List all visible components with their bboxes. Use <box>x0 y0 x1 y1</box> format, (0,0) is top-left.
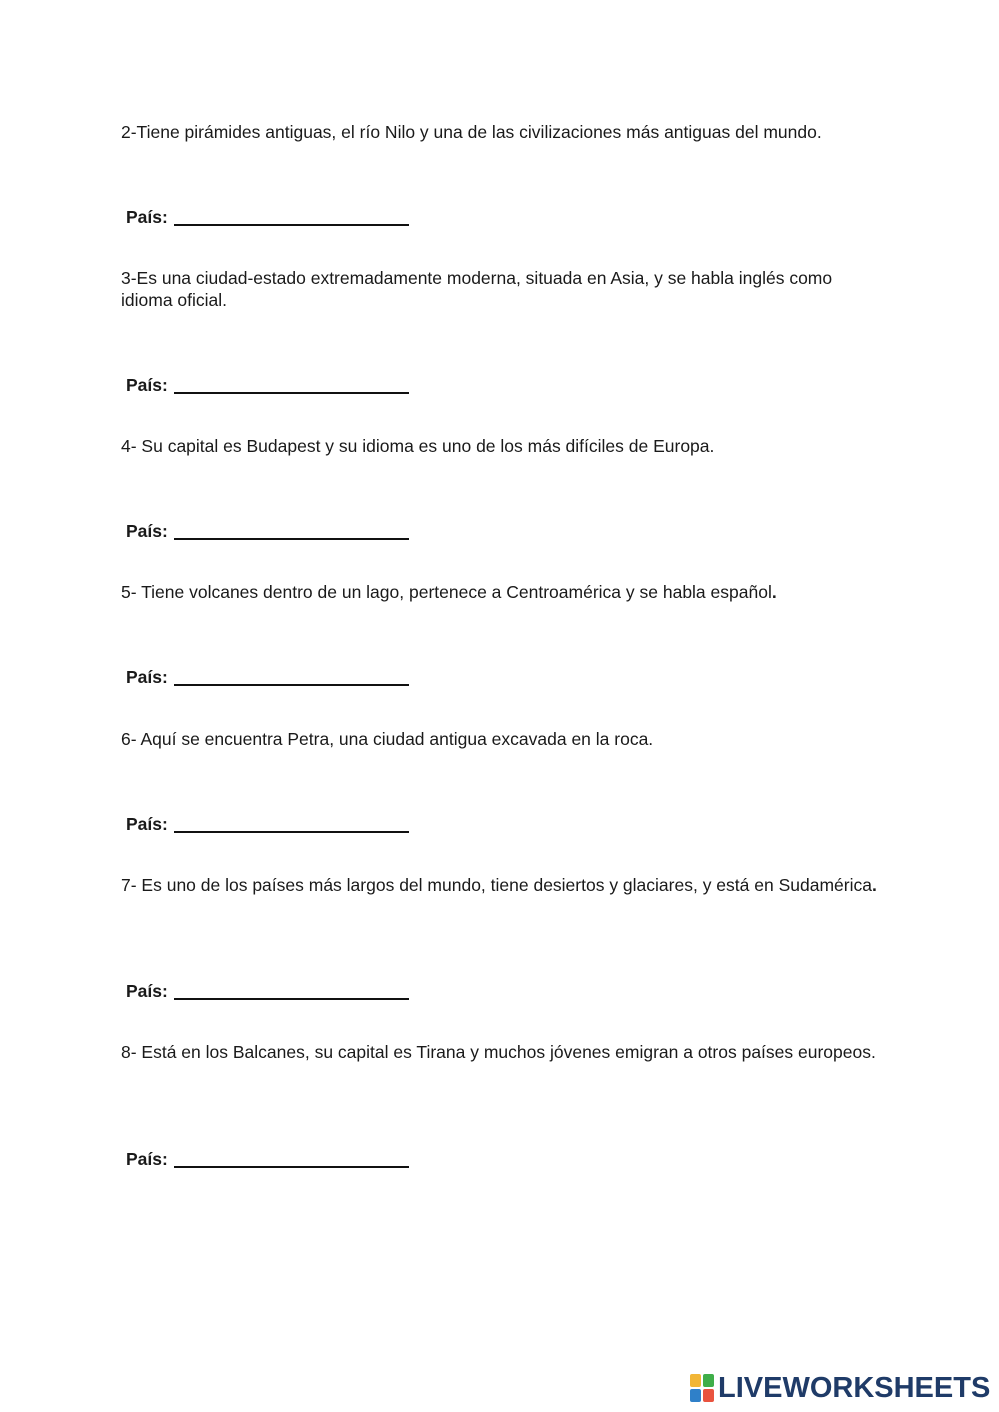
answer-row-4 <box>126 518 409 542</box>
answer-row-6 <box>126 811 409 835</box>
question-trail: . <box>771 582 777 602</box>
question-2-text <box>121 121 881 143</box>
question-4-text <box>121 435 881 457</box>
answer-row-8 <box>126 1146 409 1170</box>
question-6-text <box>121 728 881 750</box>
question-5-text <box>121 581 881 603</box>
question-text: 5- Tiene volcanes dentro de un lago, pertenece a Centroamérica y se habla español <box>121 582 772 602</box>
question-text: 3-Es una ciudad-estado extremadamente moderna, situada en Asia, y se habla inglés como idioma oficial. <box>121 268 833 310</box>
answer-row-7 <box>126 978 409 1002</box>
country-answer-input-7[interactable] <box>174 978 409 1000</box>
country-answer-input-3[interactable] <box>174 372 409 394</box>
logo-cell <box>690 1374 701 1387</box>
answer-label: País: <box>126 375 168 395</box>
question-8-text <box>121 1041 881 1063</box>
question-text: 4- Su capital es Budapest y su idioma es uno de los más difíciles de Europa. <box>121 436 715 456</box>
answer-row-3 <box>126 372 409 396</box>
answer-label: País: <box>126 1149 168 1169</box>
brand-name: LIVEWORKSHEETS <box>718 1371 991 1404</box>
logo-cell <box>703 1374 714 1387</box>
answer-label: País: <box>126 521 168 541</box>
country-answer-input-4[interactable] <box>174 518 409 540</box>
answer-label: País: <box>126 981 168 1001</box>
country-answer-input-8[interactable] <box>174 1146 409 1168</box>
logo-cell <box>690 1389 701 1402</box>
answer-label: País: <box>126 814 168 834</box>
question-text: 6- Aquí se encuentra Petra, una ciudad antigua excavada en la roca. <box>121 729 654 749</box>
liveworksheets-logo-icon <box>690 1374 714 1402</box>
question-text: 2-Tiene pirámides antiguas, el río Nilo y una de las civilizaciones más antiguas del mundo. <box>121 122 822 142</box>
answer-label: País: <box>126 207 168 227</box>
question-text: 8- Está en los Balcanes, su capital es Tirana y muchos jóvenes emigran a otros países europeos. <box>121 1042 876 1062</box>
country-answer-input-6[interactable] <box>174 811 409 833</box>
question-text: 7- Es uno de los países más largos del mundo, tiene desiertos y glaciares, y está en Sudamérica <box>121 875 872 895</box>
answer-row-5 <box>126 664 409 688</box>
liveworksheets-brand <box>690 1370 990 1406</box>
question-7-text <box>121 874 881 896</box>
country-answer-input-2[interactable] <box>174 204 409 226</box>
logo-cell <box>703 1389 714 1402</box>
question-trail: . <box>871 875 877 895</box>
country-answer-input-5[interactable] <box>174 664 409 686</box>
answer-label: País: <box>126 667 168 687</box>
question-3-text <box>121 267 881 311</box>
answer-row-2 <box>126 204 409 228</box>
